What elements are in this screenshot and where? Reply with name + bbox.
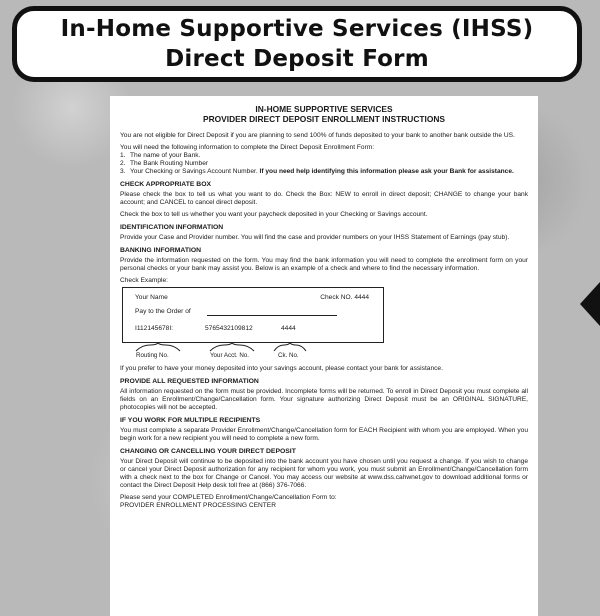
arrow-icon xyxy=(580,282,600,326)
check-number: Check NO. 4444 xyxy=(320,294,369,301)
doc-title-line1: IN-HOME SUPPORTIVE SERVICES xyxy=(255,104,393,114)
list-item: 3. Your Checking or Savings Account Number. If you need help identifying this information please ask your Bank for assistance. xyxy=(120,168,514,175)
section-heading: IF YOU WORK FOR MULTIPLE RECIPIENTS xyxy=(120,417,261,424)
routing-label: Routing No. xyxy=(136,352,169,359)
savings-note: If you prefer to have your money deposited into your savings account, please contact your bank for assistance. xyxy=(120,365,443,372)
section-paragraph: Your Direct Deposit will continue to be deposited into the bank account you have chosen until you request a change. If you wish to change or cancel your Direct Deposit authorization for any recipient for whom you work, you must submit an Enrollment/Change/Cancellation form with a check next to the box for Change or Cancel. You may access our website at www.dss.cahwnet.gov to download additional forms or contact the Direct Deposit Help desk toll free at (866) 376-7066. xyxy=(120,458,528,489)
doc-title-line2: PROVIDER DIRECT DEPOSIT ENROLLMENT INSTRUCTIONS xyxy=(203,114,445,124)
section-heading: BANKING INFORMATION xyxy=(120,247,202,254)
account-label: Your Acct. No. xyxy=(210,352,249,359)
check-example-label: Check Example: xyxy=(120,277,169,284)
check-field-labels xyxy=(122,343,392,361)
section-paragraph: PROVIDER ENROLLMENT PROCESSING CENTER xyxy=(120,502,276,509)
section-heading: CHANGING OR CANCELLING YOUR DIRECT DEPOSIT xyxy=(120,448,296,455)
section-paragraph: You must complete a separate Provider Enrollment/Change/Cancellation form for EACH Recipient with whom you are employed. When you begin work for a new recipient you will need to complete a new form. xyxy=(120,427,528,442)
check-value: 4444 xyxy=(281,325,296,332)
section-heading: PROVIDE ALL REQUESTED INFORMATION xyxy=(120,378,259,385)
section-heading: CHECK APPROPRIATE BOX xyxy=(120,181,212,188)
intro-paragraph: You are not eligible for Direct Deposit if you are planning to send 100% of funds deposited to your bank to another bank outside the US. xyxy=(120,132,515,139)
list-item: 2. The Bank Routing Number xyxy=(120,160,209,167)
section-heading: IDENTIFICATION INFORMATION xyxy=(120,224,224,231)
check-number-label: Ck. No. xyxy=(278,352,299,359)
routing-value: I112145678I: xyxy=(135,325,174,332)
section-paragraph: Check the box to tell us whether you want your paycheck deposited in your Checking or Savings account. xyxy=(120,211,428,218)
banner-title: In-Home Supportive Services (IHSS) xyxy=(60,16,534,42)
required-info-list xyxy=(120,152,528,176)
need-info-paragraph: You will need the following information to complete the Direct Deposit Enrollment Form: xyxy=(120,144,375,151)
section-paragraph: Provide the information requested on the form. You may find the bank information you will need to complete the enrollment form on your personal checks or your bank may assist you. Below is an example of a check and where to find the necessary information. xyxy=(120,257,528,272)
section-paragraph: Please send your COMPLETED Enrollment/Change/Cancellation Form to: xyxy=(120,494,337,501)
list-item: 1. The name of your Bank. xyxy=(120,152,201,159)
check-example xyxy=(122,287,384,343)
check-name: Your Name xyxy=(135,294,168,301)
section-paragraph: Provide your Case and Provider number. You will find the case and provider numbers on your IHSS Statement of Earnings (pay stub). xyxy=(120,234,510,241)
title-banner xyxy=(12,6,582,82)
section-paragraph: Please check the box to tell us what you want to do. Check the Box: NEW to enroll in direct deposit; CHANGE to change your bank account; and CANCEL to cancel direct deposit. xyxy=(120,191,528,206)
pay-to-line xyxy=(207,315,337,316)
document-page xyxy=(110,96,538,616)
section-paragraph: All information requested on the form must be provided. Incomplete forms will be returned. To enroll in Direct Deposit you must complete all fields on an Enrollment/Change/Cancellation form. Your signature authorizing Direct Deposit must be an ORIGINAL SIGNATURE, photocopies will not be accepted. xyxy=(120,388,528,411)
account-value: 5765432109812 xyxy=(205,325,253,332)
check-pay-to: Pay to the Order of xyxy=(135,308,191,315)
banner-subtitle: Direct Deposit Form xyxy=(165,46,429,72)
